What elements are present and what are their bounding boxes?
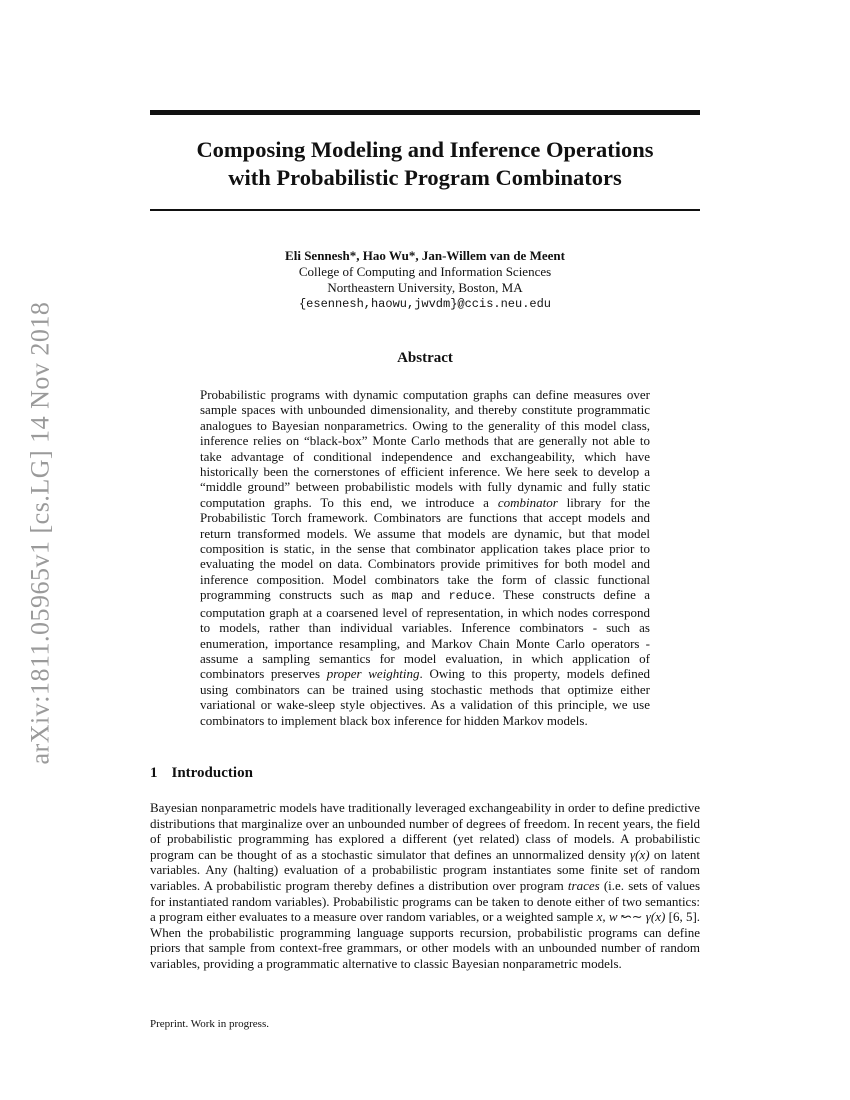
abstract-part-2: library for the Probabilistic Torch framework. Combinators are functions that accept models and return transformed models. We assume that models are dynamic, but that model composition is static, in the sense that combinator application takes place prior to evaluating the model on data. Combinators provide primitives for both model and inference composition. Model combinators take the form of classic functional programming constructs such as xyxy=(200,494,651,603)
title-top-rule xyxy=(150,110,700,115)
title-line-1: Composing Modeling and Inference Operations xyxy=(196,137,654,162)
section-heading-introduction xyxy=(150,765,253,782)
section-title: Introduction xyxy=(171,765,253,781)
intro-part-4: [6, 5]. When the probabilistic programming language supports recursion, probabilistic programs can define priors that sample from context-free grammars, or other models with an unbounded number of random variables, providing a programmatic alternative to classic Bayesian nonparametric models. xyxy=(150,909,701,971)
arxiv-stamp xyxy=(20,290,60,775)
intro-part-1: Bayesian nonparametric models have traditionally leveraged exchangeability in order to define predictive distributions that marginalize over an unbounded number of degrees of freedom. In recent years, the field of probabilistic programming has explored a different (yet related) class of models. A probabilistic program can be thought of as a stochastic simulator that defines an unnormalized density xyxy=(150,800,700,862)
arxiv-stamp-text: arXiv:1811.05965v1 [cs.LG] 14 Nov 2018 xyxy=(25,301,54,764)
traces-term: traces xyxy=(567,877,600,893)
abstract-text xyxy=(200,387,650,728)
abstract-part-4: . Owing to this property, models defined using combinators can be trained using stochastic methods that optimize either variational or wake-sleep style objectives. As a validation of this principle, we use combinators to implement black box inference for hidden Markov models. xyxy=(200,666,651,728)
intro-part-2: on latent variables. Any (halting) evaluation of a probabilistic program instantiates some finite set of random variables. A probabilistic program thereby defines a distribution over program xyxy=(150,846,701,893)
preprint-footnote: Preprint. Work in progress. xyxy=(150,1018,269,1030)
author-address: Northeastern University, Boston, MA xyxy=(327,280,523,295)
title-line-2: with Probabilistic Program Combinators xyxy=(228,165,622,190)
map-keyword: map xyxy=(391,589,414,604)
author-names: Eli Sennesh*, Hao Wu*, Jan-Willem van de Meent xyxy=(285,248,565,263)
abstract-part-3: . These constructs define a computation graph at a coarsened level of representation, in which nodes correspond to models, rather than individual variables. Inference combinators - such as enumeration, importance resampling, and Markov Chain Monte Carlo operators - assume a sampling semantics for model evaluation, in which application of combinators preserves xyxy=(200,587,651,682)
abstract-heading: Abstract xyxy=(397,350,453,366)
and-word: and xyxy=(421,587,441,603)
combinator-term: combinator xyxy=(497,494,558,510)
reduce-keyword: reduce xyxy=(448,589,492,604)
author-email: {esennesh,haowu,jwvdm}@ccis.neu.edu xyxy=(298,297,552,311)
author-affiliation: College of Computing and Information Sciences xyxy=(298,264,552,279)
title-bottom-rule xyxy=(150,209,700,211)
weighted-sample-math: x, w ↜∼ γ(x) xyxy=(596,909,666,925)
section-number: 1 xyxy=(150,765,158,781)
proper-weighting-term: proper weighting xyxy=(326,666,420,682)
gamma-x-math: γ(x) xyxy=(630,846,650,862)
introduction-paragraph xyxy=(150,800,700,972)
intro-part-3: (i.e. sets of values for instantiated random variables). Probabilistic programs can be taken to denote either of two semantics: a program either evaluates to a measure over random variables, or a weighted sample xyxy=(150,877,701,925)
paper-title xyxy=(150,136,700,192)
author-block xyxy=(150,248,700,312)
abstract-part-1: Probabilistic programs with dynamic computation graphs can define measures over sample spaces with unbounded dimensionality, and thereby constitute programmatic analogues to Bayesian nonparametrics. Owing to the generality of this model class, inference relies on “black-box” Monte Carlo methods that are generally not able to take advantage of conditional independence and exchangeability, which have historically been the cornerstones of efficient inference. We here seek to develop a “middle ground” between probabilistic models with fully dynamic and fully static computation graphs. To this end, we introduce a xyxy=(200,387,650,510)
